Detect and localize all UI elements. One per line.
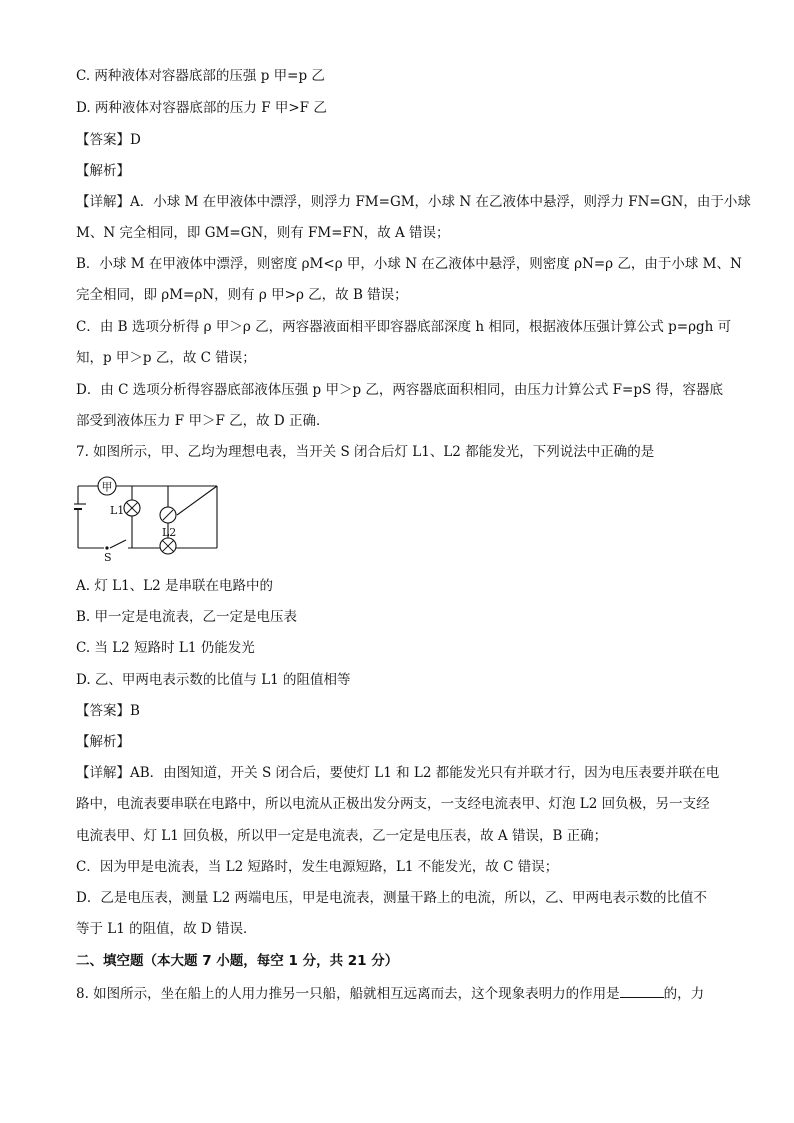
q6-detail-d: D．由 C 选项分析得容器底部液体压强 p 甲＞p 乙，两容器底面积相同，由压力计算公式 F=pS 得，容器底	[76, 382, 724, 398]
q7-detail-ab3: 电流表甲、灯 L1 回负极，所以甲一定是电流表，乙一定是电压表，故 A 错误，B 正确；	[76, 828, 608, 844]
q7-circuit-diagram	[74, 472, 224, 564]
q8-stem-end: 的，力	[663, 986, 705, 1002]
lamp-l2-icon	[160, 538, 176, 554]
q6-detail-a2: M、N 完全相同，即 GM=GN，则有 FM=FN，故 A 错误；	[76, 225, 450, 241]
q6-detail-b2: 完全相同，即 ρM=ρN，则有 ρ 甲>ρ 乙，故 B 错误；	[76, 287, 408, 303]
q7-detail-ab2: 路中，电流表要串联在电路中，所以电流从正极出发分两支，一支经电流表甲、灯泡 L2 回负极，另一支经	[76, 796, 710, 812]
q7-answer: 【答案】B	[76, 703, 140, 719]
q6-detail-c2: 知，p 甲＞p 乙，故 C 错误；	[76, 350, 256, 366]
switch-label: S	[104, 551, 112, 564]
q7-option-d: D. 乙、甲两电表示数的比值与 L1 的阻值相等	[76, 672, 351, 688]
switch-pivot	[105, 546, 108, 549]
lamp-l1-label: L1	[110, 504, 125, 517]
lamp-l2-label: L2	[162, 526, 177, 539]
lamp-l1-icon	[124, 500, 140, 516]
q6-detail-d2: 部受到液体压力 F 甲＞F 乙，故 D 正确．	[76, 413, 330, 429]
q8-answer-blank	[620, 983, 664, 998]
q7-stem: 7. 如图所示，甲、乙均为理想电表，当开关 S 闭合后灯 L1、L2 都能发光，下列说法中正确的是	[76, 444, 655, 460]
q6-detail-b: B．小球 M 在甲液体中漂浮，则密度 ρM<ρ 甲，小球 N 在乙液体中悬浮，则密度 ρN=ρ 乙，由于小球 M、N	[76, 256, 742, 272]
q8-stem-start: 8. 如图所示，坐在船上的人用力推另一只船，船就相互远离而去，这个现象表明力的作用是	[76, 986, 620, 1002]
q7-detail-c: C．因为甲是电流表，当 L2 短路时，发生电源短路，L1 不能发光，故 C 错误；	[76, 859, 559, 875]
q6-answer: 【答案】D	[76, 132, 141, 148]
meter-yi-icon	[160, 507, 176, 523]
q6-analysis-label: 【解析】	[76, 163, 130, 179]
q7-option-b: B. 甲一定是电流表，乙一定是电压表	[76, 609, 298, 625]
switch-blade	[110, 540, 126, 548]
q7-option-c: C. 当 L2 短路时 L1 仍能发光	[76, 640, 255, 656]
meter-jia-label: 甲	[101, 480, 113, 494]
q8-stem	[76, 983, 704, 1004]
section-heading: 二、填空题（本大题 7 小题，每空 1 分，共 21 分）	[76, 953, 399, 969]
q6-option-c: C. 两种液体对容器底部的压强 p 甲=p 乙	[76, 68, 325, 84]
q7-detail-d2: 等于 L1 的阻值，故 D 错误．	[76, 921, 257, 937]
q6-option-d: D. 两种液体对容器底部的压力 F 甲>F 乙	[76, 100, 327, 116]
q7-option-a: A. 灯 L1、L2 是串联在电路中的	[76, 578, 274, 594]
q6-detail-c: C．由 B 选项分析得 ρ 甲＞ρ 乙，两容器液面相平即容器底部深度 h 相同，根据液体压强计算公式 p=ρgh 可	[76, 319, 732, 335]
q6-detail-a: 【详解】A．小球 M 在甲液体中漂浮，则浮力 FM=GM，小球 N 在乙液体中悬浮，则浮力 FN=GN，由于小球	[76, 194, 751, 210]
q7-detail-ab: 【详解】AB．由图知道，开关 S 闭合后，要使灯 L1 和 L2 都能发光只有并联才行，因为电压表要并联在电	[76, 765, 720, 781]
q7-detail-d: D．乙是电压表，测量 L2 两端电压，甲是电流表，测量干路上的电流，所以，乙、甲两电表示数的比值不	[76, 890, 707, 906]
q7-analysis-label: 【解析】	[76, 734, 130, 750]
